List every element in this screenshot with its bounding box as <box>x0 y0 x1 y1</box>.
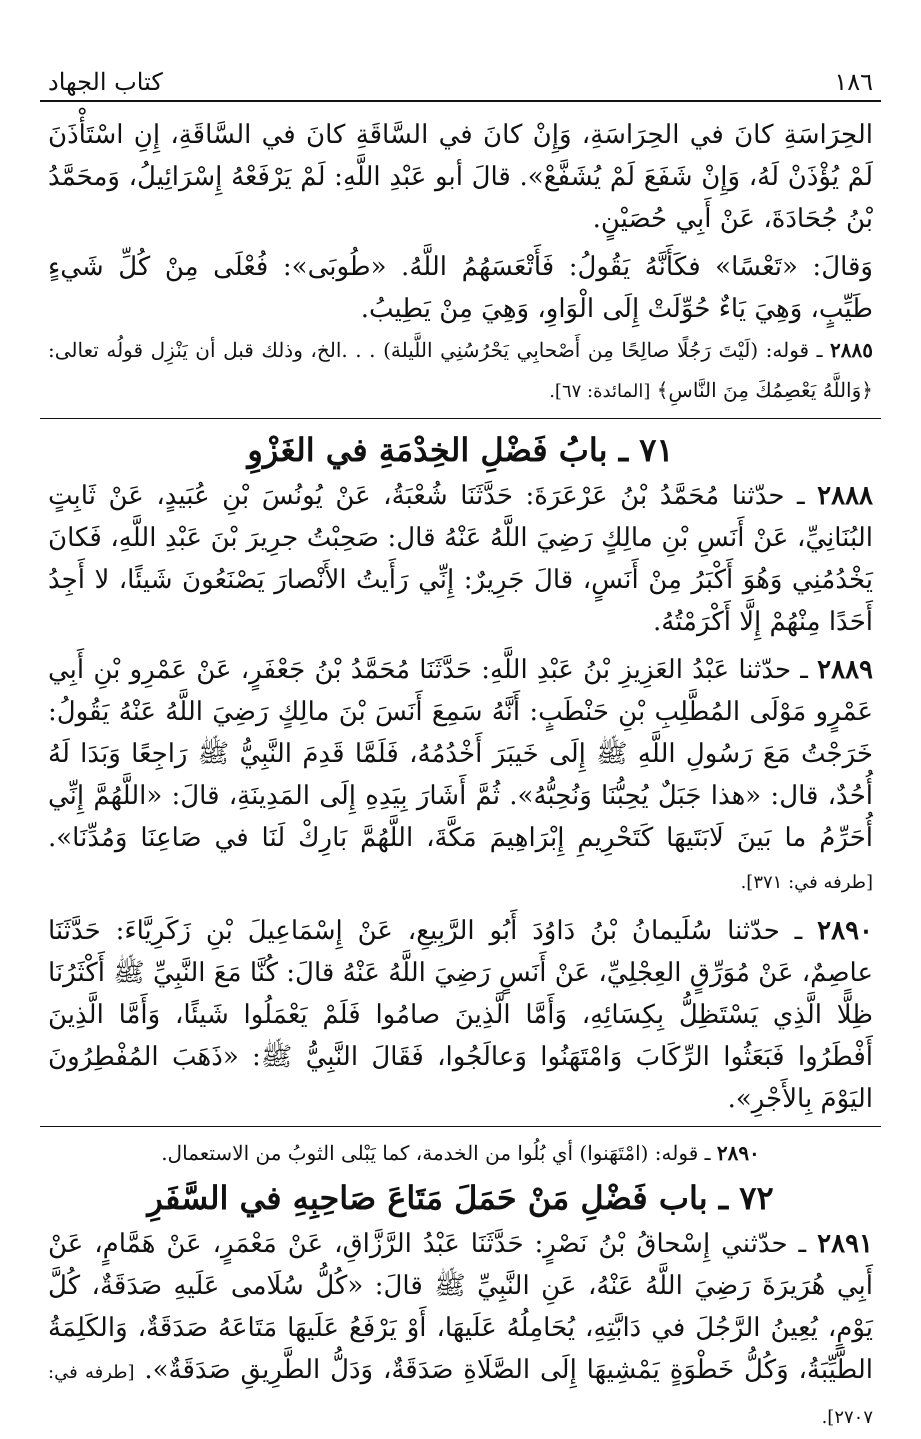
hadith-text: ـ حدّثني إِسْحاقُ بْنُ نَصْرٍ: حَدَّثَنَا عَبْدُ الرَّزَّاقِ، عَنْ مَعْمَرٍ، عَنْ هَمَّامٍ، عَنْ أَبِي هُرَيرَةَ رَضِيَ اللَّهُ عَنْهُ، عَنِ النَّبِيِّ ﷺ قالَ: «كُلُّ سُلَامى عَلَيهِ صَدَقَةٌ، كُلَّ يَوْمٍ، يُعِينُ الرَّجُلَ في دَابَّتِهِ، يُحَامِلُهُ عَلَيهَا، أَوْ يَرْفَعُ عَلَيهَا مَتَاعَهُ صَدَقَةٌ، وَالكَلِمَةُ الطَّيِّبَةُ، وَكُلُّ خَطْوَةٍ يَمْشِيهَا إِلَى الصَّلَاةِ صَدَقَةٌ، وَدَلُّ الطَّرِيقِ صَدَقَةٌ». <box>48 1229 874 1385</box>
page-number: ١٨٦ <box>834 68 873 96</box>
footnote-2885 <box>48 330 873 412</box>
commentary-paragraph: وَقالَ: «تَعْسًا» فكَأَنَّهُ يَقُولُ: فَأَتْعَسَهُمُ اللَّهُ. «طُوبَى»: فُعْلَى مِنْ كُلِّ شَيءٍ طَيِّبٍ، وَهِيَ يَاءٌ حُوِّلَتْ إِلَى الْوَاوِ، وَهِيَ مِنْ يَطِيبُ. <box>48 252 873 324</box>
running-title: كتاب الجهاد <box>48 68 163 96</box>
cross-reference: [طرفه في: ٣٧١]. <box>740 872 873 893</box>
hadith-number: ٢٨٨٨ <box>817 481 873 511</box>
footnote-number: ٢٨٩٠ <box>716 1141 760 1165</box>
hadith-continuation: الحِرَاسَةِ كانَ في الحِرَاسَةِ، وَإِنْ كانَ في السَّاقَةِ كانَ في السَّاقَةِ، إِنِ اسْتَأْذَنَ لَمْ يُؤْذَنْ لَهُ، وَإِنْ شَفَعَ لَمْ يُشَفَّعْ». قالَ أبو عَبْدِ اللَّهِ: لَمْ يَرْفَعْهُ إِسْرَائِيلُ، وَمحَمَّدُ بْنُ جُحَادَةَ، عَنْ أَبِي حُصَيْنٍ. <box>48 120 873 234</box>
page-header <box>48 62 873 96</box>
hadith-text: ـ حدّثنا عَبْدُ العَزِيزِ بْنُ عَبْدِ اللَّهِ: حَدَّثَنَا مُحَمَّدُ بْنُ جَعْفَرٍ، عَنْ عَمْرِو بْنِ أَبِي عَمْرٍو مَوْلَى المُطَّلِبِ بْنِ حَنْطَبٍ: أَنَّهُ سَمِعَ أَنَسَ بْنَ مالِكٍ رَضِيَ اللَّهُ عَنْهُ يَقُولُ: خَرَجْتُ مَعَ رَسُولِ اللَّهِ ﷺ إِلَى خَيبَرَ أَخْدُمُهُ، فَلَمَّا قَدِمَ النَّبِيُّ ﷺ رَاجِعًا وَبَدَا لَهُ أُحُدٌ، قال: «هذا جَبَلٌ يُحِبُّنَا وَنُحِبُّهُ». ثُمَّ أَشَارَ بِيَدِهِ إِلَى المَدِينَةِ، قالَ: «اللَّهُمَّ إِنِّي أُحَرِّمُ ما بَينَ لَابَتَيهَا كَتَحْرِيمِ إِبْرَاهِيمَ مَكَّةَ، اللَّهُمَّ بَارِكْ لَنَا في صَاعِنَا وَمُدِّنَا». <box>48 655 873 853</box>
section-divider <box>40 418 881 419</box>
footnote-number: ٢٨٨٥ <box>830 338 873 362</box>
hadith-number: ٢٨٨٩ <box>817 655 873 685</box>
cross-reference: [طرفه في: ٢٧٠٧]. <box>48 1362 873 1428</box>
section-divider <box>40 1126 881 1127</box>
hadith-number: ٢٨٩١ <box>817 1229 873 1259</box>
header-divider <box>40 100 881 102</box>
footnote-text: ـ قوله: (امْتَهَنوا) أي بُلُوا من الخدمة، كما يَبْلى الثوبُ من الاستعمال. <box>161 1141 717 1165</box>
chapter-heading-72: ٧٢ ـ باب فَضْلِ مَنْ حَمَلَ مَتَاعَ صَاحِبِهِ في السَّفَرِ <box>147 1179 774 1217</box>
hadith-2891 <box>48 1223 873 1439</box>
footnote-2890 <box>48 1133 873 1173</box>
hadith-number: ٢٨٩٠ <box>817 916 873 946</box>
footnote-reference: [المائدة: ٦٧]. <box>549 381 651 402</box>
hadith-text: ـ حدّثنا مُحَمَّدُ بْنُ عَرْعَرَةَ: حَدَّثَنَا شُعْبَةُ، عَنْ يُونُسَ بْنِ عُبَيدٍ، عَنْ ثَابِتٍ البُنَانِيِّ، عَنْ أَنَسِ بْنِ مالِكٍ رَضِيَ اللَّهُ عَنْهُ قال: صَحِبْتُ جرِيرَ بْنَ عَبْدِ اللَّهِ، فَكانَ يَخْدُمُنِي وَهُوَ أَكْبَرُ مِنْ أَنَسٍ، قالَ جَرِيرٌ: إِنِّي رَأَيتُ الأَنْصارَ يَصْنَعُونَ شَيئًا، لا أَجِدُ أَحَدًا مِنْهُمْ إِلَّا أَكْرَمْتُهُ. <box>48 481 873 637</box>
footnote-text: ـ قوله: (لَيْتَ رَجُلًا صالِحًا مِن أَصْحابِي يَحْرُسُنِي اللَّيلة) . . .الخ، وذلك قبل أن يَنْزِل قولُه تعالى: ﴿وَاللَّهُ يَعْصِمُكَ مِنَ النَّاسِ﴾ <box>48 338 873 402</box>
hadith-2889 <box>48 649 873 904</box>
chapter-heading-71: ٧١ ـ بابُ فَضْلِ الخِدْمَةِ في الغَزْوِ <box>247 431 674 469</box>
hadith-2888 <box>48 475 873 643</box>
page-body <box>48 114 873 1439</box>
hadith-2890 <box>48 910 873 1120</box>
hadith-text: ـ حدّثنا سُلَيمانُ بْنُ دَاوُدَ أَبُو الرَّبِيعِ، عَنْ إِسْمَاعِيلَ بْنِ زَكَرِيَّاءَ: حَدَّثَنَا عاصِمٌ، عَنْ مُوَرِّقٍ العِجْلِيِّ، عَنْ أَنَسٍ رَضِيَ اللَّهُ عَنْهُ قالَ: كُنَّا مَعَ النَّبِيِّ ﷺ أَكْثَرُنَا ظِلًّا الَّذِي يَسْتَظِلُّ بِكِسَائِهِ، وَأَمَّا الَّذِينَ صامُوا فَلَمْ يَعْمَلُوا شَيئًا، وَأَمَّا الَّذِينَ أَفْطَرُوا فَبَعَثُوا الرِّكَابَ وَامْتَهَنُوا وَعالَجُوا، فَقَالَ النَّبِيُّ ﷺ: «ذَهَبَ المُفْطِرُونَ اليَوْمَ بِالأَجْرِ». <box>48 916 873 1114</box>
